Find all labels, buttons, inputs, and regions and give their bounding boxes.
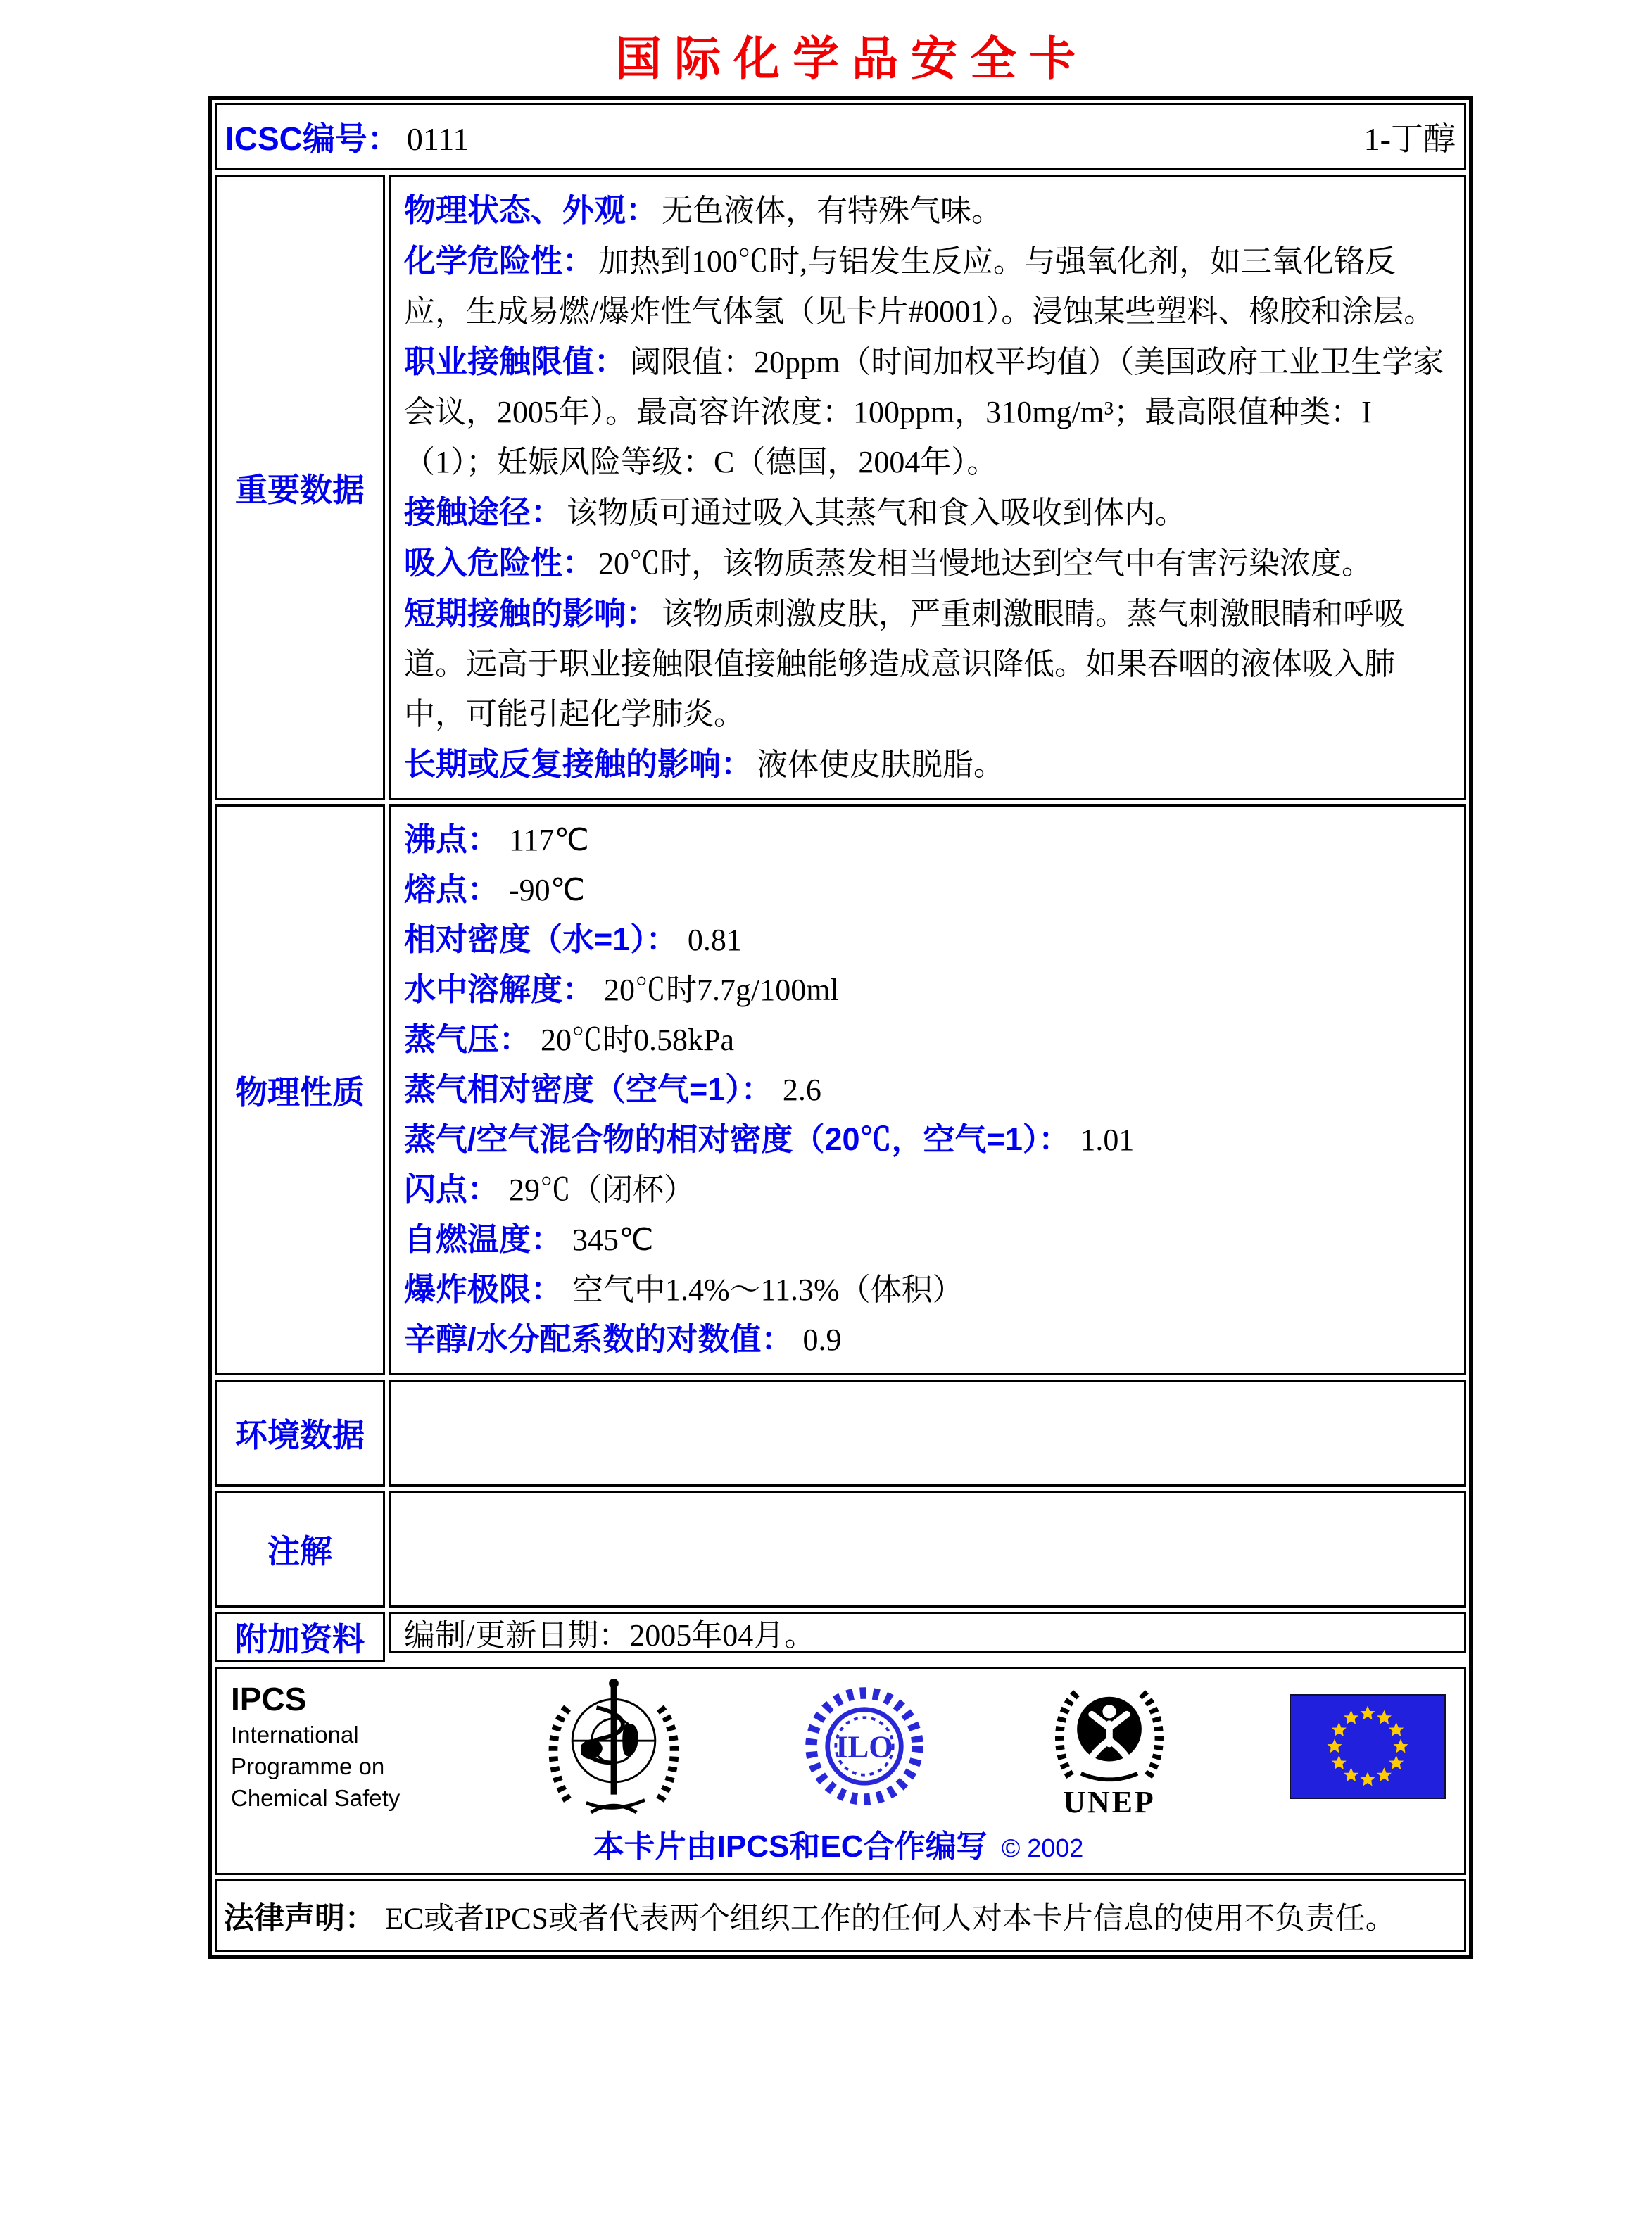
ipcs-acronym: IPCS: [231, 1680, 307, 1717]
important-item: [404, 588, 1451, 739]
ipcs-subtitle-line: Chemical Safety: [231, 1784, 401, 1811]
icsc-number-label: ICSC编号：: [225, 120, 400, 157]
field-text: 阈限值：20ppm（时间加权平均值）（美国政府工业卫生学家会议，2005年）。最高容许浓度：100ppm，310mg/m³；最高限值种类：I（1）；妊娠风险等级：C（德国，2004年）。: [404, 345, 1444, 479]
section-label-notes: 注解: [215, 1491, 385, 1608]
property-label: 自燃温度：: [404, 1221, 563, 1257]
card-header-row: [215, 103, 1466, 170]
section-content-physical-properties: [389, 804, 1466, 1375]
property-value: 117℃: [509, 823, 589, 857]
field-text: 该物质可通过吸入其蒸气和食入吸收到体内。: [567, 496, 1187, 530]
section-content-additional-information: [389, 1612, 1466, 1653]
field-text: 加热到100℃时,与铝发生反应。与强氧化剂，如三氧化铬反应，生成易燃/爆炸性气体氢（见卡片#0001）。浸蚀某些塑料、橡胶和涂层。: [404, 244, 1435, 329]
section-label-important-data: 重要数据: [215, 175, 385, 800]
important-item: [404, 236, 1451, 336]
field-text: 该物质刺激皮肤，严重刺激眼睛。蒸气刺激眼睛和呼吸道。远高于职业接触限值接触能够造成意识降低。如果吞咽的液体吸入肺中，可能引起化学肺炎。: [404, 597, 1406, 731]
physical-property-row: [404, 1165, 1451, 1215]
physical-property-row: [404, 1115, 1451, 1165]
section-content-important-data: [389, 175, 1466, 800]
field-label: 接触途径：: [404, 494, 563, 530]
ipcs-subtitle-line: International: [231, 1721, 359, 1748]
section-content-notes: [389, 1491, 1466, 1608]
field-label: 长期或反复接触的影响：: [404, 746, 753, 782]
property-label: 相对密度（水=1）：: [404, 921, 678, 957]
who-logo-icon: [548, 1677, 680, 1815]
legal-notice-row: [215, 1879, 1466, 1952]
property-value: 空气中1.4%～11.3%（体积）: [572, 1273, 964, 1307]
chemical-name: 1-丁醇: [1363, 121, 1456, 157]
property-value: 20℃时0.58kPa: [541, 1023, 735, 1057]
page-title: 国际化学品安全卡: [615, 32, 1088, 84]
property-value: 0.9: [802, 1323, 842, 1357]
property-label: 水中溶解度：: [404, 971, 595, 1007]
physical-property-row: [404, 865, 1451, 915]
property-label: 爆炸极限：: [404, 1271, 563, 1307]
section-label-environmental-data: 环境数据: [215, 1380, 385, 1487]
important-item: [404, 487, 1451, 538]
property-label: 蒸气相对密度（空气=1）：: [404, 1071, 773, 1107]
caption-text: 本卡片由IPCS和EC合作编写: [593, 1829, 988, 1864]
property-value: 0.81: [687, 923, 742, 957]
field-label: 职业接触限值：: [404, 343, 626, 379]
property-value: 2.6: [782, 1073, 821, 1107]
property-label: 辛醇/水分配系数的对数值：: [404, 1321, 793, 1357]
unep-letters: UNEP: [1063, 1785, 1156, 1819]
property-label: 蒸气压：: [404, 1021, 531, 1057]
property-value: 1.01: [1080, 1123, 1135, 1157]
legal-notice-text: EC或者IPCS或者代表两个组织工作的任何人对本卡片信息的使用不负责任。: [385, 1902, 1396, 1936]
field-label: 短期接触的影响：: [404, 595, 658, 631]
field-label: 吸入危险性：: [404, 545, 595, 581]
property-value: -90℃: [509, 873, 586, 907]
legal-notice-label: 法律声明：: [224, 1901, 375, 1936]
important-item: [404, 185, 1451, 236]
copyright-text: © 2002: [1001, 1834, 1084, 1862]
property-value: 345℃: [572, 1223, 654, 1257]
ipcs-subtitle-line: Programme on: [231, 1753, 385, 1779]
ipcs-wordmark: [231, 1679, 428, 1814]
property-label: 蒸气/空气混合物的相对密度（20℃，空气=1）：: [404, 1121, 1071, 1157]
section-label-additional-information: 附加资料: [215, 1612, 385, 1662]
section-label-physical-properties: 物理性质: [215, 804, 385, 1375]
property-label: 闪点：: [404, 1171, 500, 1207]
icsc-number-group: [225, 113, 469, 160]
physical-property-row: [404, 1015, 1451, 1065]
logos-strip: [231, 1677, 1446, 1819]
important-item: [404, 739, 1451, 790]
field-label: 物理状态、外观：: [404, 192, 658, 228]
update-date-text: 编制/更新日期：2005年04月。: [404, 1618, 816, 1653]
property-value: 29℃（闭杯）: [509, 1173, 695, 1207]
card-grid: [215, 103, 1466, 1952]
icsc-number-value: 0111: [406, 121, 469, 157]
physical-property-row: [404, 1215, 1451, 1265]
property-label: 熔点：: [404, 871, 500, 907]
ilo-logo-icon: [800, 1681, 929, 1811]
unep-logo-icon: [1049, 1674, 1170, 1819]
field-text: 液体使皮肤脱脂。: [757, 747, 1005, 782]
cooperation-caption: [231, 1821, 1446, 1866]
physical-property-row: [404, 1065, 1451, 1115]
important-item: [404, 336, 1451, 487]
property-label: 沸点：: [404, 821, 500, 857]
physical-property-row: [404, 965, 1451, 1015]
important-item: [404, 538, 1451, 588]
field-label: 化学危险性：: [404, 243, 595, 279]
field-text: 20℃时，该物质蒸发相当慢地达到空气中有害污染浓度。: [598, 546, 1373, 581]
physical-property-row: [404, 1315, 1451, 1365]
section-content-environmental-data: [389, 1380, 1466, 1487]
physical-property-row: [404, 815, 1451, 865]
physical-property-row: [404, 1265, 1451, 1315]
physical-property-row: [404, 915, 1451, 965]
field-text: 无色液体，有特殊气味。: [662, 194, 1003, 228]
eu-flag-icon: [1290, 1694, 1446, 1799]
icsc-card-table: [208, 96, 1473, 1959]
property-value: 20℃时7.7g/100ml: [604, 973, 839, 1007]
footer-logos-row: [215, 1667, 1466, 1875]
ilo-letters: ILO: [836, 1729, 893, 1765]
